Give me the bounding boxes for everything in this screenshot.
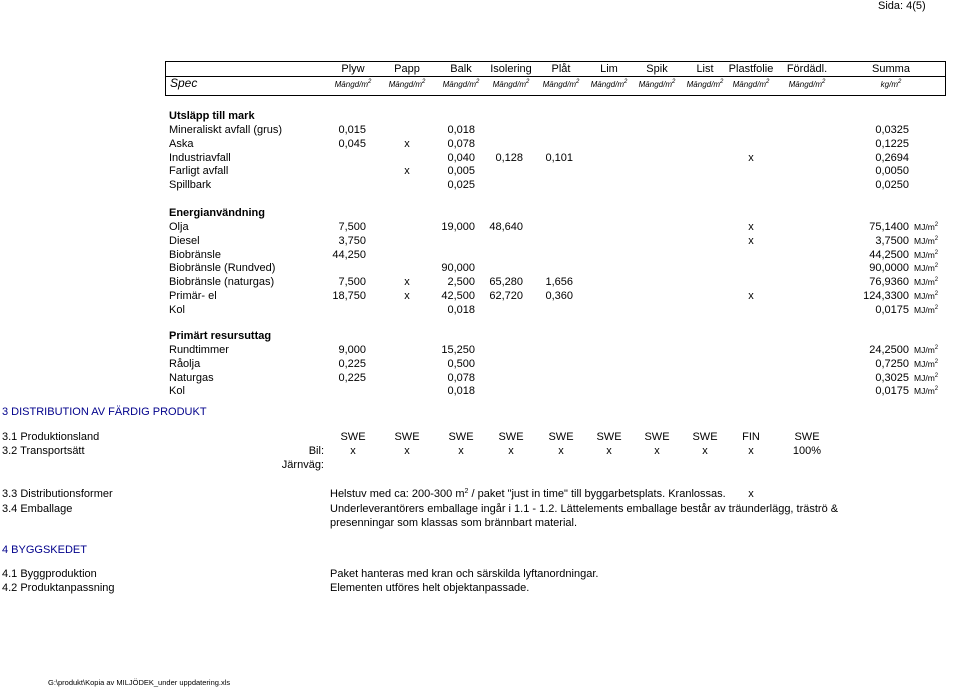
distributionsformer-label: 3.3 Distributionsformer xyxy=(2,488,113,500)
row-unit-text: MJ/m xyxy=(914,222,935,232)
transport-bil-value: 100% xyxy=(792,445,822,457)
row-unit-sup: 2 xyxy=(934,249,939,256)
cell-value: 0,018 xyxy=(447,303,475,316)
column-unit-text: Mängd/m xyxy=(590,80,624,89)
cell-value: 7,500 xyxy=(338,276,366,289)
transport-bil-value: x xyxy=(508,445,514,457)
row-sum: 0,0175 xyxy=(875,303,909,316)
row-unit xyxy=(914,304,938,317)
row-label: Spillbark xyxy=(169,179,212,192)
cell-x-mark: x xyxy=(748,221,754,233)
section4-heading: 4 BYGGSKEDET xyxy=(2,544,87,556)
cell-value: 0,078 xyxy=(447,137,475,150)
row-sum: 90,0000 xyxy=(869,262,909,275)
column-unit-text: Mängd/m xyxy=(542,80,576,89)
row-unit xyxy=(914,385,938,398)
row-sum: 3,7500 xyxy=(875,234,909,247)
section3-heading: 3 DISTRIBUTION AV FÄRDIG PRODUKT xyxy=(2,406,207,418)
cell-value: 19,000 xyxy=(441,221,475,233)
row-sum: 0,7250 xyxy=(875,357,909,370)
produktionsland-value: SWE xyxy=(794,431,820,443)
row-unit-text: MJ/m xyxy=(914,277,935,288)
cell-value: 0,018 xyxy=(447,124,475,136)
cell-x-mark: x xyxy=(748,234,754,247)
page-number: Sida: 4(5) xyxy=(878,0,926,12)
cell-value: 0,018 xyxy=(447,385,475,398)
column-header-2: Papp xyxy=(394,63,420,75)
footer-path: G:\produkt\Kopia av MILJÖDEK_under uppdatering.xls xyxy=(48,678,231,687)
cell-value: 9,000 xyxy=(338,344,366,356)
column-header-4: Isolering xyxy=(490,63,532,75)
cell-value: 0,101 xyxy=(545,151,573,164)
row-sum: 124,3300 xyxy=(863,290,909,302)
cell-x-mark: x xyxy=(404,137,410,150)
transport-bil-value: x xyxy=(654,445,660,457)
column-unit-1 xyxy=(323,78,383,91)
row-unit-sup: 2 xyxy=(934,386,939,393)
column-unit-text: Mängd/m xyxy=(638,80,672,89)
byggproduktion-text: Paket hanteras med kran och särskilda lyftanordningar. xyxy=(330,568,599,580)
column-unit-sup: 2 xyxy=(576,79,580,85)
cell-value: 15,250 xyxy=(441,344,475,356)
row-sum: 0,0050 xyxy=(875,165,909,178)
column-header-3: Balk xyxy=(450,63,472,75)
cell-value: 0,225 xyxy=(338,357,366,370)
column-header-8: List xyxy=(696,63,714,75)
row-label: Industriavfall xyxy=(169,151,231,164)
row-sum: 24,2500 xyxy=(869,344,909,356)
column-unit-sup: 2 xyxy=(672,79,676,85)
row-unit-sup: 2 xyxy=(934,222,939,228)
row-sum: 0,2694 xyxy=(875,151,909,164)
produktionsland-value: SWE xyxy=(498,431,524,443)
cell-value: 48,640 xyxy=(489,221,523,233)
cell-value: 1,656 xyxy=(545,276,573,289)
column-unit-text: Mängd/m xyxy=(442,80,476,89)
row-unit xyxy=(914,235,938,248)
cell-value: 0,045 xyxy=(338,137,366,150)
transport-bil-label: Bil: xyxy=(308,445,324,457)
cell-value: 0,078 xyxy=(447,371,475,384)
row-unit-text: MJ/m xyxy=(914,235,935,246)
cell-x-mark: x xyxy=(404,276,410,289)
produktionsland-value: SWE xyxy=(692,431,718,443)
produktionsland-value: SWE xyxy=(548,431,574,443)
row-unit xyxy=(914,290,938,303)
column-unit-sup: 2 xyxy=(822,79,826,85)
cell-value: 0,128 xyxy=(495,151,523,164)
column-unit-sup: 2 xyxy=(898,79,902,85)
section-title: Energianvändning xyxy=(169,207,265,219)
row-unit-text: MJ/m xyxy=(914,345,935,355)
row-unit-sup: 2 xyxy=(934,372,939,379)
row-unit-sup: 2 xyxy=(934,263,939,270)
spec-header-divider xyxy=(165,76,946,77)
transport-bil-value: x xyxy=(350,445,356,457)
column-unit-text: Mängd/m xyxy=(732,80,766,89)
column-unit-text: Mängd/m xyxy=(492,80,526,89)
transport-bil-value: x xyxy=(748,445,754,457)
column-unit-text: kg/m xyxy=(880,80,898,89)
row-unit-text: MJ/m xyxy=(914,304,935,315)
column-header-1: Plyw xyxy=(341,63,365,75)
cell-value: 0,040 xyxy=(447,151,475,164)
row-label: Biobränsle (Rundved) xyxy=(169,262,276,275)
cell-value: 0,025 xyxy=(447,179,475,192)
column-unit-sup: 2 xyxy=(766,79,770,85)
cell-value: 3,750 xyxy=(338,234,366,247)
distributionsformer-text xyxy=(330,488,726,501)
cell-value: 7,500 xyxy=(338,221,366,233)
row-unit-text: MJ/m xyxy=(914,358,935,369)
row-label: Farligt avfall xyxy=(169,165,229,178)
cell-value: 0,360 xyxy=(545,290,573,302)
cell-value: 0,225 xyxy=(338,371,366,384)
row-label: Biobränsle xyxy=(169,248,221,261)
row-unit-text: MJ/m xyxy=(914,291,935,301)
row-label: Råolja xyxy=(169,357,201,370)
column-unit-text: Mängd/m xyxy=(686,80,720,89)
row-unit-text: MJ/m xyxy=(914,372,935,383)
row-unit-text: MJ/m xyxy=(914,263,935,274)
row-sum: 0,3025 xyxy=(875,371,909,384)
column-unit-10 xyxy=(777,78,837,91)
cell-x-mark: x xyxy=(404,165,410,178)
produktionsland-value: SWE xyxy=(340,431,366,443)
row-unit-text: MJ/m xyxy=(914,249,935,260)
row-label: Primär- el xyxy=(169,290,217,302)
cell-value: 0,005 xyxy=(447,165,475,178)
row-sum: 0,0175 xyxy=(875,385,909,398)
transport-bil-value: x xyxy=(558,445,564,457)
cell-value: 18,750 xyxy=(332,290,366,302)
column-unit-sup: 2 xyxy=(476,79,480,85)
cell-value: 65,280 xyxy=(489,276,523,289)
transport-label: 3.2 Transportsätt xyxy=(2,445,85,457)
spec-label: Spec xyxy=(170,76,198,90)
byggproduktion-label: 4.1 Byggproduktion xyxy=(2,568,97,580)
cell-x-mark: x xyxy=(748,290,754,302)
cell-value: 62,720 xyxy=(489,290,523,302)
cell-x-mark: x xyxy=(404,290,410,302)
transport-bil-value: x xyxy=(458,445,464,457)
distributionsformer-text-a: Helstuv med ca: 200-300 m xyxy=(330,488,465,500)
row-sum: 76,9360 xyxy=(869,276,909,289)
row-unit xyxy=(914,221,938,234)
row-unit xyxy=(914,344,938,357)
row-unit xyxy=(914,249,938,262)
produktionsland-value: SWE xyxy=(448,431,474,443)
column-unit-sup: 2 xyxy=(526,79,530,85)
cell-value: 42,500 xyxy=(441,290,475,302)
produktanpassning-label: 4.2 Produktanpassning xyxy=(2,582,115,594)
row-unit xyxy=(914,262,938,275)
column-unit-sup: 2 xyxy=(720,79,724,85)
row-unit-sup: 2 xyxy=(934,345,939,351)
produktionsland-value: FIN xyxy=(742,431,760,443)
row-label: Diesel xyxy=(169,234,200,247)
cell-x-mark: x xyxy=(748,151,754,164)
row-label: Mineraliskt avfall (grus) xyxy=(169,124,283,136)
transport-bil-value: x xyxy=(404,445,410,457)
emballage-label: 3.4 Emballage xyxy=(2,503,73,515)
row-label: Kol xyxy=(169,303,185,316)
row-sum: 75,1400 xyxy=(869,221,909,233)
row-sum: 0,1225 xyxy=(875,137,909,150)
cell-value: 90,000 xyxy=(441,262,475,275)
produktanpassning-text: Elementen utföres helt objektanpassade. xyxy=(330,582,530,594)
column-header-5: Plåt xyxy=(551,63,571,75)
row-sum: 0,0250 xyxy=(875,179,909,192)
distributionsformer-sup: 2 xyxy=(464,488,469,495)
produktionsland-value: SWE xyxy=(596,431,622,443)
transport-bil-value: x xyxy=(606,445,612,457)
row-unit xyxy=(914,372,938,385)
row-label: Rundtimmer xyxy=(169,344,229,356)
row-unit-text: MJ/m xyxy=(914,386,935,397)
column-unit-sup: 2 xyxy=(624,79,628,85)
distributionsformer-mark: x xyxy=(748,488,754,500)
row-unit xyxy=(914,358,938,371)
column-unit-text: Mängd/m xyxy=(388,80,422,89)
row-label: Kol xyxy=(169,385,185,398)
transport-bil-value: x xyxy=(702,445,708,457)
emballage-line1: Underleverantörers emballage ingår i 1.1 - 1.2. Lättelements emballage består av träunderlägg, träströ & xyxy=(330,503,839,515)
section-title: Primärt resursuttag xyxy=(169,330,272,342)
row-unit-sup: 2 xyxy=(934,235,939,242)
emballage-line2: presenningar som klassas som brännbart material. xyxy=(330,517,578,529)
column-unit-summa xyxy=(861,78,921,91)
column-header-summa: Summa xyxy=(872,63,910,75)
column-header-6: Lim xyxy=(600,63,618,75)
column-unit-text: Mängd/m xyxy=(788,80,822,89)
row-unit xyxy=(914,276,938,289)
row-unit-sup: 2 xyxy=(934,358,939,365)
cell-value: 0,015 xyxy=(338,124,366,136)
row-sum: 0,0325 xyxy=(875,124,909,136)
column-unit-sup: 2 xyxy=(368,79,372,85)
cell-value: 44,250 xyxy=(332,248,366,261)
row-unit-sup: 2 xyxy=(934,304,939,311)
produktionsland-value: SWE xyxy=(644,431,670,443)
produktionsland-label: 3.1 Produktionsland xyxy=(2,431,100,443)
cell-value: 2,500 xyxy=(447,276,475,289)
row-sum: 44,2500 xyxy=(869,248,909,261)
row-unit-sup: 2 xyxy=(934,277,939,284)
column-unit-9 xyxy=(721,78,781,91)
row-label: Biobränsle (naturgas) xyxy=(169,276,275,289)
column-header-7: Spik xyxy=(646,63,668,75)
row-unit-sup: 2 xyxy=(934,291,939,297)
column-header-10: Fördädl. xyxy=(786,63,828,75)
column-header-9: Plastfolie xyxy=(728,63,774,75)
section-title: Utsläpp till mark xyxy=(169,110,255,122)
row-label: Olja xyxy=(169,221,189,233)
column-unit-sup: 2 xyxy=(422,79,426,85)
transport-jarnvag-label: Järnväg: xyxy=(281,459,324,471)
column-unit-text: Mängd/m xyxy=(334,80,368,89)
cell-value: 0,500 xyxy=(447,357,475,370)
row-label: Aska xyxy=(169,137,194,150)
produktionsland-value: SWE xyxy=(394,431,420,443)
row-label: Naturgas xyxy=(169,371,214,384)
distributionsformer-text-b: / paket "just in time" till byggarbetsplats. Kranlossas. xyxy=(468,488,726,500)
column-unit-2 xyxy=(377,78,437,91)
